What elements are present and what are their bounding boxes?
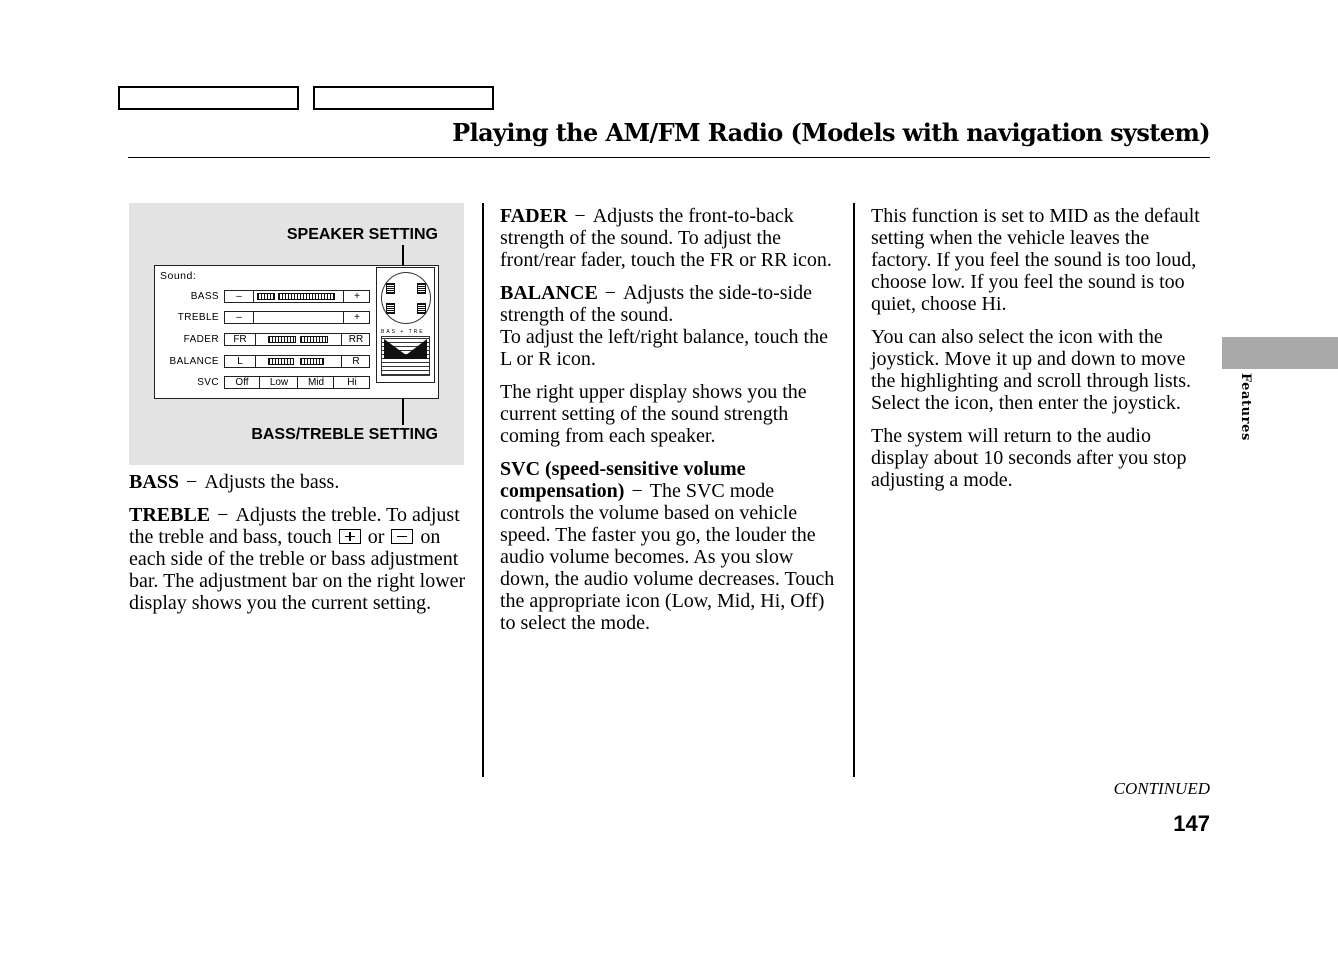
bass-text: Adjusts the bass. [204,471,340,493]
bass-paragraph [129,471,469,493]
bass-treble-display [381,336,430,376]
joystick-paragraph: You can also select the icon with the joystick. Move it up and down to move the highlighting and scroll through lists. Select the icon, then enter the joystick. [871,326,1191,414]
balance-text-1: Adjusts the side-to-side strength of the sound. [500,282,812,326]
fader-bar-segment [268,336,296,343]
treble-plus-button[interactable]: + [343,312,370,323]
balance-paragraph [500,282,840,370]
fader-dash: − [574,205,586,227]
fader-adjustment-bar[interactable] [255,334,342,345]
fader-paragraph [500,205,840,271]
bass-bar-segment [278,293,335,300]
balance-adjustment-bar[interactable] [255,356,342,367]
header-tab-box-2 [313,86,494,110]
rear-left-speaker-icon [386,303,395,314]
bass-treble-setting-label: BASS/TREBLE SETTING [251,426,438,443]
balance-row-label: BALANCE [169,356,219,367]
speaker-display-panel [376,267,435,383]
column-2 [500,205,840,645]
section-side-label: Features [1238,373,1253,441]
bass-adjustment-bar[interactable] [253,291,344,302]
treble-paragraph [129,504,469,614]
treble-term: TREBLE [129,504,211,526]
treble-dash: − [217,504,229,526]
svc-control [224,376,370,389]
balance-l-button[interactable]: L [237,356,243,367]
svc-off-button[interactable]: Off [235,377,249,388]
bass-row-label: BASS [190,291,219,302]
column-1 [129,471,469,625]
treble-control [224,311,370,324]
return-paragraph: The system will return to the audio display about 10 seconds after you stop adjusting a mode. [871,425,1187,491]
bass-dash: − [186,471,198,493]
treble-adjustment-bar[interactable] [253,312,344,323]
svc-paragraph [500,458,840,634]
treble-text-2: or [367,526,385,548]
header-tab-box-1 [118,86,299,110]
fader-control [224,333,370,346]
treble-minus-button[interactable]: – [236,312,242,323]
fader-row-label: FADER [183,334,219,345]
minus-button-icon [391,529,413,544]
sound-screen-title: Sound: [160,270,197,282]
column-divider-1 [482,203,484,777]
fader-term: FADER [500,205,568,227]
section-side-tab [1222,337,1338,369]
fader-bar-segment [300,336,328,343]
eq-marks: BAS + TRE [381,329,425,335]
cabin-outline [381,272,431,324]
balance-term: BALANCE [500,282,598,304]
treble-row-label: TREBLE [177,312,219,323]
front-left-speaker-icon [386,283,395,294]
fader-rr-button[interactable]: RR [341,334,370,345]
svc-row-label: SVC [197,377,219,388]
balance-text-2: To adjust the left/right balance, touch the L or R icon. [500,326,828,370]
column-divider-2 [853,203,855,777]
plus-button-icon [339,529,361,544]
column-3 [871,205,1211,502]
continued-label: CONTINUED [1113,779,1210,798]
treble-text-3: on each side of the treble or bass adjustment bar. The adjustment bar on the right lower display shows you the current setting. [129,526,466,614]
svc-dash: − [631,480,643,502]
front-right-speaker-icon [417,283,426,294]
bass-bar-segment [257,293,275,300]
svc-hi-button[interactable]: Hi [333,377,370,388]
svc-mid-button[interactable]: Mid [297,377,334,388]
page-title: Playing the AM/FM Radio (Models with navigation system) [452,118,1210,147]
bass-minus-button[interactable]: – [236,291,242,302]
fader-text: Adjusts the front-to-back strength of the sound. To adjust the front/rear fader, touch the FR or RR icon. [500,205,832,271]
right-display-paragraph: The right upper display shows you the current setting of the sound strength coming from each speaker. [500,381,807,447]
bass-term: BASS [129,471,180,493]
svc-term: SVC (speed-sensitive volume compensation) [500,458,746,502]
fader-fr-button[interactable]: FR [233,334,247,345]
balance-r-button[interactable]: R [341,356,370,367]
sound-settings-figure [129,203,464,465]
sound-screen [154,265,439,399]
svc-low-button[interactable]: Low [259,377,298,388]
rear-right-speaker-icon [417,303,426,314]
eq-curve-icon [382,337,429,375]
svc-text: The SVC mode controls the volume based on vehicle speed. The faster you go, the louder the audio volume becomes. As you slow down, the audio volume decreases. Touch the appropriate icon (Low, Mid, Hi, Off) to select the mode. [500,480,835,634]
page-number: 147 [1173,811,1210,836]
bass-control [224,290,370,303]
balance-dash: − [604,282,617,304]
default-setting-paragraph: This function is set to MID as the default setting when the vehicle leaves the factory. If you feel the sound is too loud, choose low. If you feel the sound is too quiet, choose Hi. [871,205,1200,315]
title-rule [128,157,1210,158]
bass-plus-button[interactable]: + [343,291,370,302]
treble-text-1: Adjusts the treble. To adjust the treble and bass, touch [129,504,460,548]
balance-control [224,355,370,368]
speaker-setting-label: SPEAKER SETTING [286,226,438,243]
balance-bar-segment [268,358,294,365]
balance-bar-segment [300,358,324,365]
